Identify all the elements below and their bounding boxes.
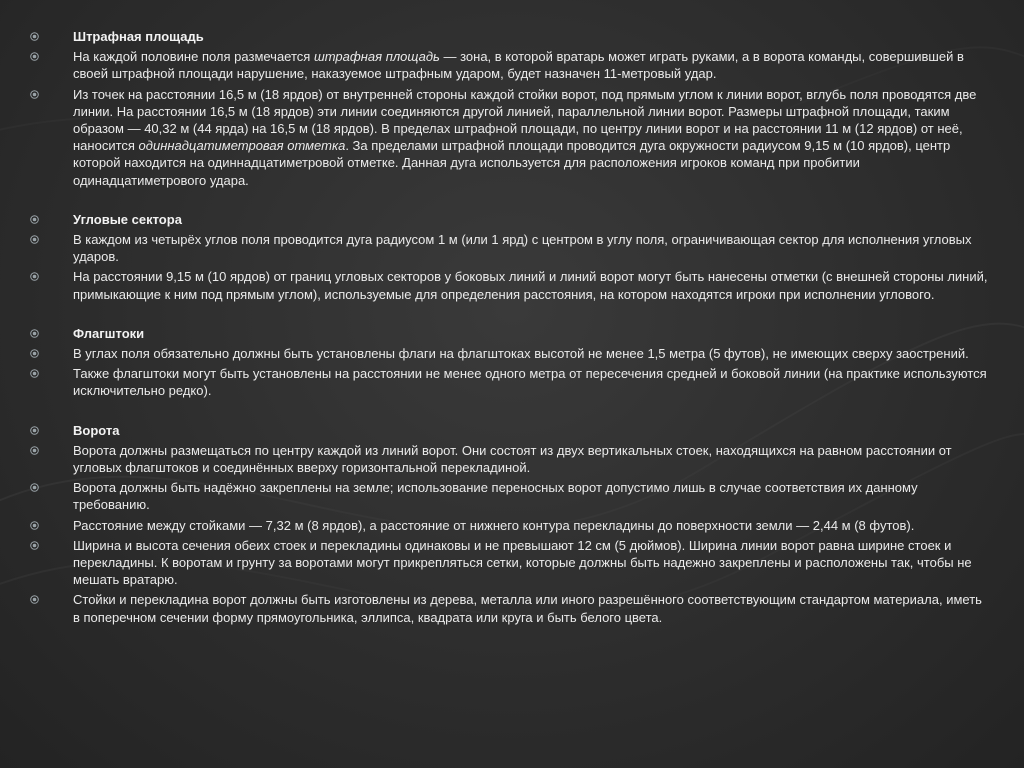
circled-dot-icon	[30, 329, 39, 338]
list-item: Также флагштоки могут быть установлены на расстоянии не менее одного метра от пересечения средней и боковой линии (на практике используются исключительно редко).	[30, 365, 990, 399]
circled-dot-icon	[30, 272, 39, 281]
list-item: Расстояние между стойками — 7,32 м (8 ярдов), а расстояние от нижнего контура перекладины до поверхности земли — 2,44 м (8 футов).	[30, 517, 990, 534]
circled-dot-icon	[30, 446, 39, 455]
circled-dot-icon	[30, 349, 39, 358]
circled-dot-icon	[30, 483, 39, 492]
list-item: В углах поля обязательно должны быть установлены флаги на флагштоках высотой не менее 1,5 метра (5 футов), не имеющих сверху заострений.	[30, 345, 990, 362]
circled-dot-icon	[30, 541, 39, 550]
circled-dot-icon	[30, 235, 39, 244]
list-item: На каждой половине поля размечается штрафная площадь — зона, в которой вратарь может играть руками, а в ворота команды, совершившей в своей штрафной площади нарушение, наказуемое штрафным ударом, будет назначен 11-метровый удар.	[30, 48, 990, 82]
term-emphasis: одиннадцатиметровая отметка	[138, 138, 346, 154]
section-heading: Ворота	[30, 422, 990, 439]
circled-dot-icon	[30, 52, 39, 61]
circled-dot-icon	[30, 521, 39, 530]
circled-dot-icon	[30, 595, 39, 604]
circled-dot-icon	[30, 90, 39, 99]
section-heading: Штрафная площадь	[30, 28, 990, 45]
section-heading: Флагштоки	[30, 325, 990, 342]
circled-dot-icon	[30, 215, 39, 224]
list-item: Из точек на расстоянии 16,5 м (18 ярдов) от внутренней стороны каждой стойки ворот, под прямым углом к линии ворот, вглубь поля проводятся две линии. На расстоянии 16,5 м (18 ярдов) эти линии соединяются другой линией, параллельной линии ворот. Размеры штрафной площади, таким образом — 40,32 м (44 ярда) на 16,5 м (18 ярдов). В пределах штрафной площади, по центру линии ворот и на расстоянии 11 м (12 ярдов) от неё, наносится одиннадцатиметровая отметка. За пределами штрафной площади проводится дуга окружности радиусом 9,15 м (10 ярдов), центр которой находится на одиннадцатиметровой отметке. Данная дуга используется для расположения игроков команд при пробитии одинадцатиметрового удара.	[30, 86, 990, 189]
section-heading: Угловые сектора	[30, 211, 990, 228]
list-item: На расстоянии 9,15 м (10 ярдов) от границ угловых секторов у боковых линий и линий ворот могут быть нанесены отметки (с внешней стороны линий, примыкающие к ним под прямым углом), используемые для определения расстояния, на котором находятся игроки при исполнении углового.	[30, 268, 990, 302]
slide-content	[30, 28, 990, 626]
list-item: В каждом из четырёх углов поля проводится дуга радиусом 1 м (или 1 ярд) с центром в углу поля, ограничивающая сектор для исполнения угловых ударов.	[30, 231, 990, 265]
term-emphasis: штрафная площадь	[313, 49, 440, 65]
circled-dot-icon	[30, 426, 39, 435]
circled-dot-icon	[30, 369, 39, 378]
list-item: Ширина и высота сечения обеих стоек и перекладины одинаковы и не превышают 12 см (5 дюймов). Ширина линии ворот равна ширине стоек и перекладины. К воротам и грунту за воротами могут прикрепляться сетки, которые должны быть надежно закреплены и расположены так, чтобы не мешать вратарю.	[30, 537, 990, 589]
list-item: Стойки и перекладина ворот должны быть изготовлены из дерева, металла или иного разрешённого соответствующим стандартом материала, иметь в поперечном сечении форму прямоугольника, эллипса, квадрата или круга и быть белого цвета.	[30, 591, 990, 625]
list-item: Ворота должны размещаться по центру каждой из линий ворот. Они состоят из двух вертикальных стоек, находящихся на равном расстоянии от угловых флагштоков и соединённых вверху горизонтальной перекладиной.	[30, 442, 990, 476]
circled-dot-icon	[30, 32, 39, 41]
list-item: Ворота должны быть надёжно закреплены на земле; использование переносных ворот допустимо лишь в случае соответствия их данному требованию.	[30, 479, 990, 513]
